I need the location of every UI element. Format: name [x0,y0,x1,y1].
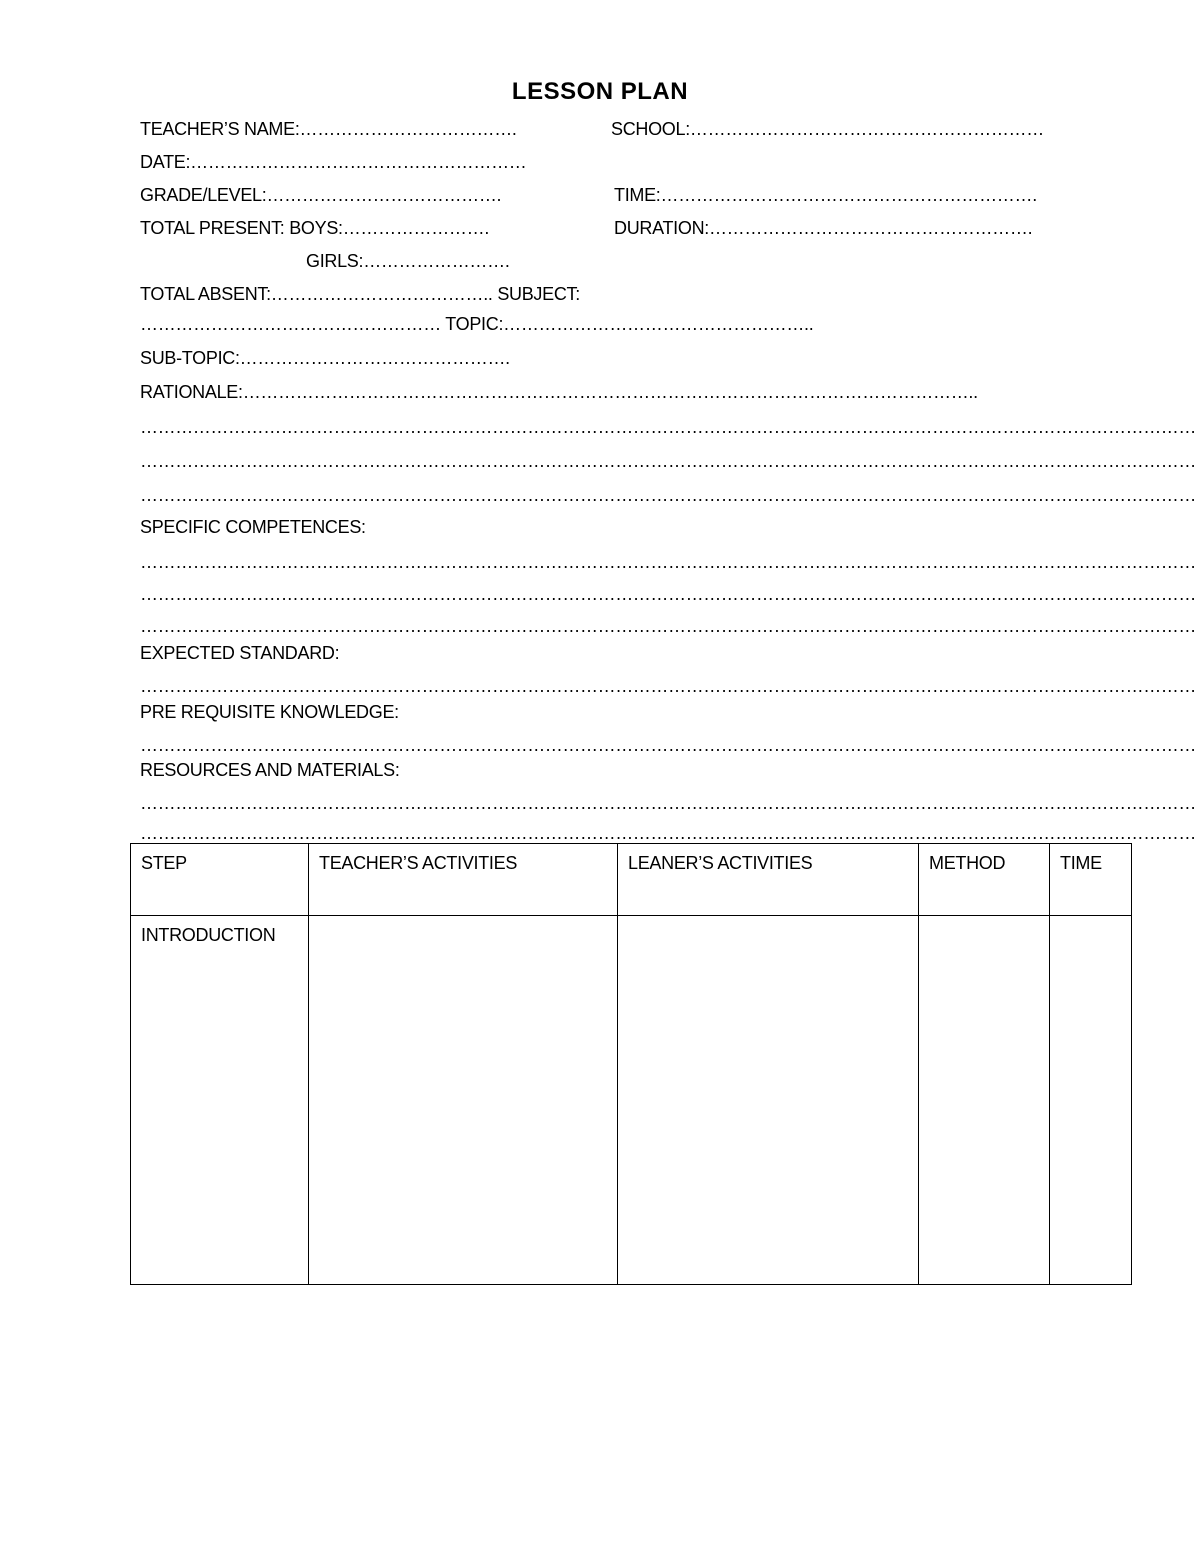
resources-and-materials-heading: RESOURCES AND MATERIALS: [140,760,400,780]
header-method: METHOD [919,844,1050,916]
specific-competences-line[interactable]: ……………………………………………………………………………………………………………………………………………………………… [140,616,1197,636]
specific-competences-line[interactable]: ……………………………………………………………………………………………………………………………………………………………… [140,584,1197,604]
lesson-steps-table [130,843,1132,1285]
method-cell[interactable] [919,916,1050,1285]
rationale-field[interactable]: RATIONALE:…………………………………………………………………………………………………………….. [140,382,978,402]
teacher-name-field[interactable]: TEACHER’S NAME:………………………………. [140,119,517,139]
date-field[interactable]: DATE:………………………………………………… [140,152,527,172]
time-field[interactable]: TIME:………………………………………………………. [614,185,1037,205]
step-cell: INTRODUCTION [131,916,309,1285]
resources-and-materials-line[interactable]: ……………………………………………………………………………………………………………………………………………………………… [140,793,1197,813]
header-teachers-activities: TEACHER’S ACTIVITIES [309,844,618,916]
table-header-row [131,844,1132,916]
specific-competences-line[interactable]: ……………………………………………………………………………………………………………………………………………………………… [140,552,1197,572]
rationale-line[interactable]: ……………………………………………………………………………………………………………………………………………………………… [140,451,1197,471]
header-step: STEP [131,844,309,916]
specific-competences-heading: SPECIFIC COMPETENCES: [140,517,366,537]
school-field[interactable]: SCHOOL:…………………………………………………… [611,119,1044,139]
rationale-line[interactable]: ……………………………………………………………………………………………………………………………………………………………… [140,417,1197,437]
learners-activities-cell[interactable] [618,916,919,1285]
resources-and-materials-line[interactable]: ……………………………………………………………………………………………………………………………………………………………… [140,823,1197,843]
grade-level-field[interactable]: GRADE/LEVEL:…………………………………. [140,185,502,205]
teachers-activities-cell[interactable] [309,916,618,1285]
rationale-line[interactable]: ……………………………………………………………………………………………………………………………………………………………… [140,485,1197,505]
sub-topic-field[interactable]: SUB-TOPIC:………………………………………. [140,348,510,368]
table-row [131,916,1132,1285]
page-title: LESSON PLAN [511,78,689,105]
duration-field[interactable]: DURATION:………………………………………………. [614,218,1033,238]
header-time: TIME [1050,844,1132,916]
header-learners-activities: LEANER’S ACTIVITIES [618,844,919,916]
girls-field[interactable]: GIRLS:……………………. [306,251,510,271]
total-absent-subject-field[interactable]: TOTAL ABSENT:……………………………….. SUBJECT: [140,284,580,304]
expected-standard-line[interactable]: ……………………………………………………………………………………………………………………………………………………………… [140,676,1197,696]
pre-requisite-knowledge-heading: PRE REQUISITE KNOWLEDGE: [140,702,399,722]
expected-standard-heading: EXPECTED STANDARD: [140,643,340,663]
pre-requisite-knowledge-line[interactable]: ……………………………………………………………………………………………………………………………………………………………… [140,735,1197,755]
time-cell[interactable] [1050,916,1132,1285]
total-present-boys-field[interactable]: TOTAL PRESENT: BOYS:……………………. [140,218,490,238]
topic-field[interactable]: …………………………………………… TOPIC:…………………………………………….. [140,314,814,334]
